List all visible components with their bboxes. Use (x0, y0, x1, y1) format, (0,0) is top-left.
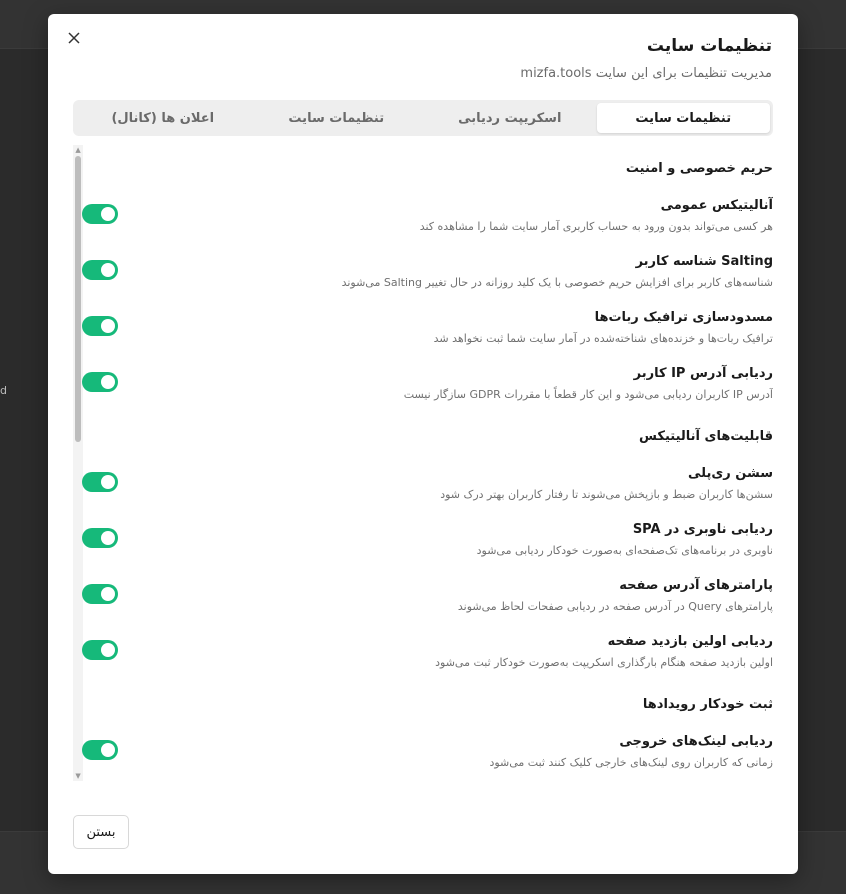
toggle-ip-tracking[interactable] (82, 372, 118, 392)
scroll-up-icon[interactable]: ▲ (75, 146, 81, 154)
setting-row-spa-navigation (73, 522, 773, 570)
setting-row-user-id-salting (73, 254, 773, 302)
close-button[interactable] (64, 28, 84, 48)
setting-title: ردیابی اولین بازدید صفحه (607, 634, 773, 649)
dialog-title: تنظیمات سایت (646, 36, 772, 56)
section-title-analytics: قابلیت‌های آنالیتیکس (639, 429, 773, 444)
site-settings-dialog (48, 14, 798, 874)
setting-description: شناسه‌های کاربر برای افزایش حریم خصوصی با یک کلید روزانه در حال تغییر Salting می‌شوند (341, 276, 773, 289)
toggle-knob (101, 475, 115, 489)
setting-title: ردیابی ناوبری در SPA (632, 522, 773, 537)
toggle-knob (101, 319, 115, 333)
setting-description: هر کسی می‌تواند بدون ورود به حساب کاربری آمار سایت شما را مشاهده کند (419, 220, 773, 233)
close-icon (68, 32, 80, 44)
scroll-down-icon[interactable]: ▼ (75, 772, 81, 780)
setting-row-public-analytics (73, 198, 773, 246)
tab-notifications-channel[interactable]: اعلان ها (کانال) (111, 110, 215, 126)
setting-description: آدرس IP کاربران ردیابی می‌شود و این کار قطعاً با مقررات GDPR سازگار نیست (403, 388, 773, 401)
setting-title: آنالیتیکس عمومی (660, 198, 773, 213)
settings-list (73, 145, 773, 781)
setting-row-outbound-links (73, 734, 773, 781)
toggle-knob (101, 375, 115, 389)
setting-row-session-replay (73, 466, 773, 514)
setting-description: ترافیک ربات‌ها و خزنده‌های شناخته‌شده در آمار سایت شما ثبت نخواهد شد (433, 332, 773, 345)
toggle-knob (101, 207, 115, 221)
toggle-knob (101, 531, 115, 545)
setting-title: Salting شناسه کاربر (635, 254, 773, 269)
section-title-autocapture: ثبت خودکار رویدادها (642, 697, 773, 712)
toggle-first-pageview[interactable] (82, 640, 118, 660)
toggle-url-params[interactable] (82, 584, 118, 604)
setting-row-first-pageview (73, 634, 773, 682)
toggle-public-analytics[interactable] (82, 204, 118, 224)
tab-site-settings-2[interactable]: تنظیمات سایت (288, 110, 385, 126)
dialog-subtitle: مدیریت تنظیمات برای این سایت mizfa.tools (520, 66, 772, 81)
background-text: d (0, 384, 7, 397)
setting-description: اولین بازدید صفحه هنگام بارگذاری اسکریپت به‌صورت خودکار ثبت می‌شود (435, 656, 773, 669)
setting-row-url-params (73, 578, 773, 626)
setting-row-bot-blocking (73, 310, 773, 358)
toggle-knob (101, 643, 115, 657)
setting-description: پارامترهای Query در آدرس صفحه در ردیابی صفحات لحاظ می‌شوند (457, 600, 773, 613)
setting-description: زمانی که کاربران روی لینک‌های خارجی کلیک کنند ثبت می‌شود (489, 756, 773, 769)
section-title-privacy: حریم خصوصی و امنیت (625, 161, 773, 176)
setting-title: ردیابی آدرس IP کاربر (633, 366, 773, 381)
toggle-user-id-salting[interactable] (82, 260, 118, 280)
setting-description: سشن‌ها کاربران ضبط و بازپخش می‌شوند تا رفتار کاربران بهتر درک شود (440, 488, 773, 501)
setting-title: سشن ری‌پلی (688, 466, 773, 481)
setting-title: مسدودسازی ترافیک ربات‌ها (594, 310, 773, 325)
tab-tracking-script[interactable]: اسکریپت ردیابی (458, 110, 562, 126)
toggle-session-replay[interactable] (82, 472, 118, 492)
setting-title: ردیابی لینک‌های خروجی (619, 734, 773, 749)
setting-title: پارامترهای آدرس صفحه (619, 578, 773, 593)
toggle-bot-blocking[interactable] (82, 316, 118, 336)
toggle-outbound-links[interactable] (82, 740, 118, 760)
setting-row-ip-tracking (73, 366, 773, 414)
setting-description: ناوبری در برنامه‌های تک‌صفحه‌ای به‌صورت خودکار ردیابی می‌شود (476, 544, 773, 557)
close-dialog-button[interactable]: بستن (73, 815, 129, 849)
toggle-knob (101, 743, 115, 757)
tab-site-settings[interactable]: تنظیمات سایت (597, 103, 771, 133)
toggle-knob (101, 263, 115, 277)
toggle-spa-navigation[interactable] (82, 528, 118, 548)
toggle-knob (101, 587, 115, 601)
settings-tabs (73, 100, 773, 136)
